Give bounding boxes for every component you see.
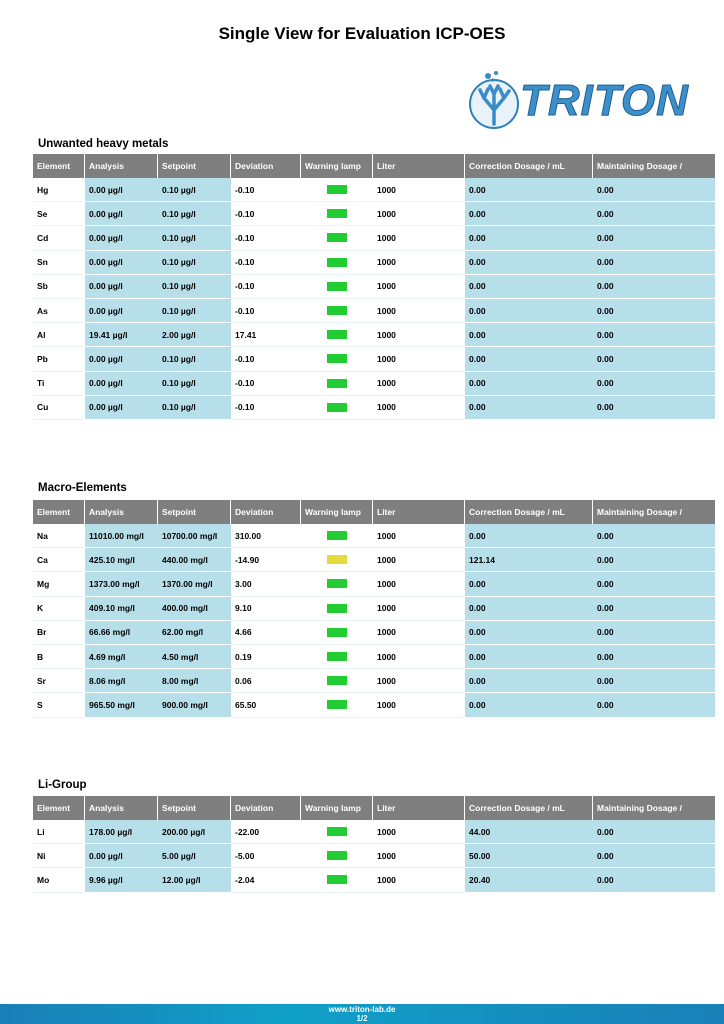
maintaining-cell: 0.00	[593, 347, 715, 371]
logo-wordmark: TRITON	[520, 76, 689, 125]
liter-cell: 1000	[373, 275, 465, 299]
maintaining-cell: 0.00	[593, 202, 715, 226]
deviation-cell: -2.04	[231, 868, 301, 892]
table-row	[33, 202, 715, 226]
setpoint-cell: 0.10 µg/l	[158, 372, 231, 396]
correction-cell: 0.00	[465, 299, 593, 323]
deviation-cell: 9.10	[231, 597, 301, 621]
warning-lamp-cell	[301, 844, 373, 868]
liter-cell: 1000	[373, 868, 465, 892]
column-header: Analysis	[85, 500, 158, 524]
correction-cell: 0.00	[465, 372, 593, 396]
analysis-cell: 4.69 mg/l	[85, 645, 158, 669]
correction-cell: 50.00	[465, 844, 593, 868]
warning-lamp-cell	[301, 347, 373, 371]
page-title: Single View for Evaluation ICP-OES	[218, 24, 506, 43]
correction-cell: 44.00	[465, 820, 593, 844]
warning-lamp-icon	[327, 604, 347, 613]
column-header: Correction Dosage / mL	[465, 500, 593, 524]
maintaining-cell: 0.00	[593, 226, 715, 250]
element-cell: K	[33, 597, 85, 621]
setpoint-cell: 0.10 µg/l	[158, 396, 231, 420]
column-header: Deviation	[231, 500, 301, 524]
setpoint-cell: 4.50 mg/l	[158, 645, 231, 669]
table-row	[33, 844, 715, 868]
analysis-cell: 9.96 µg/l	[85, 868, 158, 892]
warning-lamp-cell	[301, 323, 373, 347]
warning-lamp-icon	[327, 851, 347, 860]
analysis-cell: 19.41 µg/l	[85, 323, 158, 347]
element-cell: As	[33, 299, 85, 323]
element-cell: Li	[33, 820, 85, 844]
section-title: Unwanted heavy metals	[38, 138, 169, 150]
correction-cell: 0.00	[465, 572, 593, 596]
analysis-cell: 409.10 mg/l	[85, 597, 158, 621]
column-header: Maintaining Dosage /	[597, 507, 683, 517]
correction-cell: 0.00	[465, 621, 593, 645]
analysis-cell: 0.00 µg/l	[85, 178, 158, 202]
setpoint-cell: 200.00 µg/l	[158, 820, 231, 844]
deviation-cell: -14.90	[231, 548, 301, 572]
warning-lamp-cell	[301, 820, 373, 844]
footer-band	[0, 1004, 724, 1024]
correction-cell: 0.00	[465, 347, 593, 371]
correction-cell: 0.00	[465, 669, 593, 693]
table-row	[33, 251, 715, 275]
warning-lamp-icon	[327, 531, 347, 540]
liter-cell: 1000	[373, 669, 465, 693]
element-cell: Al	[33, 323, 85, 347]
column-header: Maintaining Dosage /	[597, 803, 683, 813]
table-row	[33, 178, 715, 202]
maintaining-cell: 0.00	[593, 621, 715, 645]
element-cell: Pb	[33, 347, 85, 371]
warning-lamp-cell	[301, 693, 373, 717]
warning-lamp-icon	[327, 579, 347, 588]
deviation-cell: 0.06	[231, 669, 301, 693]
setpoint-cell: 400.00 mg/l	[158, 597, 231, 621]
deviation-cell: -0.10	[231, 202, 301, 226]
liter-cell: 1000	[373, 226, 465, 250]
maintaining-cell: 0.00	[593, 275, 715, 299]
correction-cell: 121.14	[465, 548, 593, 572]
column-header: Analysis	[85, 796, 158, 820]
setpoint-cell: 440.00 mg/l	[158, 548, 231, 572]
maintaining-cell: 0.00	[593, 524, 715, 548]
liter-cell: 1000	[373, 524, 465, 548]
table-row	[33, 645, 715, 669]
maintaining-cell: 0.00	[593, 572, 715, 596]
deviation-cell: 310.00	[231, 524, 301, 548]
maintaining-cell: 0.00	[593, 669, 715, 693]
deviation-cell: -0.10	[231, 275, 301, 299]
setpoint-cell: 10700.00 mg/l	[158, 524, 231, 548]
results-table	[33, 500, 715, 718]
section-title: Li-Group	[38, 779, 87, 791]
table-header	[33, 796, 715, 820]
analysis-cell: 0.00 µg/l	[85, 275, 158, 299]
liter-cell: 1000	[373, 178, 465, 202]
warning-lamp-icon	[327, 354, 347, 363]
column-header: Maintaining Dosage /	[597, 161, 683, 171]
analysis-cell: 0.00 µg/l	[85, 226, 158, 250]
warning-lamp-cell	[301, 251, 373, 275]
element-cell: S	[33, 693, 85, 717]
analysis-cell: 0.00 µg/l	[85, 251, 158, 275]
warning-lamp-cell	[301, 597, 373, 621]
element-cell: Br	[33, 621, 85, 645]
warning-lamp-cell	[301, 669, 373, 693]
column-header: Warning lamp	[301, 796, 373, 820]
setpoint-cell: 0.10 µg/l	[158, 251, 231, 275]
warning-lamp-icon	[327, 330, 347, 339]
maintaining-cell: 0.00	[593, 299, 715, 323]
table-header	[33, 154, 715, 178]
table-row	[33, 693, 715, 717]
liter-cell: 1000	[373, 572, 465, 596]
column-header: Warning lamp	[301, 154, 373, 178]
liter-cell: 1000	[373, 396, 465, 420]
liter-cell: 1000	[373, 548, 465, 572]
analysis-cell: 0.00 µg/l	[85, 347, 158, 371]
setpoint-cell: 0.10 µg/l	[158, 347, 231, 371]
deviation-cell: -0.10	[231, 299, 301, 323]
analysis-cell: 11010.00 mg/l	[85, 524, 158, 548]
warning-lamp-icon	[327, 676, 347, 685]
setpoint-cell: 0.10 µg/l	[158, 202, 231, 226]
table-row	[33, 347, 715, 371]
maintaining-cell: 0.00	[593, 693, 715, 717]
table-row	[33, 669, 715, 693]
warning-lamp-cell	[301, 275, 373, 299]
liter-cell: 1000	[373, 597, 465, 621]
setpoint-cell: 62.00 mg/l	[158, 621, 231, 645]
correction-cell: 0.00	[465, 597, 593, 621]
element-cell: Sn	[33, 251, 85, 275]
setpoint-cell: 0.10 µg/l	[158, 275, 231, 299]
liter-cell: 1000	[373, 299, 465, 323]
table-row	[33, 820, 715, 844]
deviation-cell: 3.00	[231, 572, 301, 596]
table-header	[33, 500, 715, 524]
column-header: Liter	[373, 796, 465, 820]
column-header: Correction Dosage / mL	[465, 796, 593, 820]
warning-lamp-icon	[327, 875, 347, 884]
setpoint-cell: 0.10 µg/l	[158, 178, 231, 202]
column-header: Liter	[373, 500, 465, 524]
page-number: 1/2	[356, 1014, 368, 1023]
column-header: Element	[33, 154, 85, 178]
maintaining-cell: 0.00	[593, 844, 715, 868]
results-table	[33, 796, 715, 893]
maintaining-cell: 0.00	[593, 868, 715, 892]
warning-lamp-icon	[327, 700, 347, 709]
coral-logo-icon	[468, 70, 524, 132]
correction-cell: 0.00	[465, 275, 593, 299]
table-row	[33, 372, 715, 396]
element-cell: Mo	[33, 868, 85, 892]
table-row	[33, 396, 715, 420]
warning-lamp-icon	[327, 282, 347, 291]
results-table	[33, 154, 715, 420]
warning-lamp-cell	[301, 572, 373, 596]
liter-cell: 1000	[373, 820, 465, 844]
deviation-cell: 17.41	[231, 323, 301, 347]
liter-cell: 1000	[373, 202, 465, 226]
column-header: Setpoint	[158, 154, 231, 178]
column-header: Deviation	[231, 796, 301, 820]
warning-lamp-icon	[327, 209, 347, 218]
correction-cell: 0.00	[465, 323, 593, 347]
warning-lamp-cell	[301, 868, 373, 892]
deviation-cell: -0.10	[231, 251, 301, 275]
analysis-cell: 0.00 µg/l	[85, 299, 158, 323]
analysis-cell: 0.00 µg/l	[85, 202, 158, 226]
setpoint-cell: 2.00 µg/l	[158, 323, 231, 347]
analysis-cell: 425.10 mg/l	[85, 548, 158, 572]
analysis-cell: 178.00 µg/l	[85, 820, 158, 844]
setpoint-cell: 8.00 mg/l	[158, 669, 231, 693]
table-row	[33, 868, 715, 892]
element-cell: B	[33, 645, 85, 669]
correction-cell: 0.00	[465, 396, 593, 420]
analysis-cell: 0.00 µg/l	[85, 844, 158, 868]
deviation-cell: -5.00	[231, 844, 301, 868]
table-row	[33, 548, 715, 572]
maintaining-cell: 0.00	[593, 597, 715, 621]
warning-lamp-icon	[327, 379, 347, 388]
setpoint-cell: 0.10 µg/l	[158, 299, 231, 323]
analysis-cell: 0.00 µg/l	[85, 372, 158, 396]
column-header: Element	[33, 796, 85, 820]
element-cell: Na	[33, 524, 85, 548]
correction-cell: 20.40	[465, 868, 593, 892]
analysis-cell: 1373.00 mg/l	[85, 572, 158, 596]
element-cell: Ni	[33, 844, 85, 868]
warning-lamp-icon	[327, 403, 347, 412]
warning-lamp-icon	[327, 233, 347, 242]
column-header: Correction Dosage / mL	[465, 154, 593, 178]
setpoint-cell: 0.10 µg/l	[158, 226, 231, 250]
analysis-cell: 0.00 µg/l	[85, 396, 158, 420]
warning-lamp-icon	[327, 628, 347, 637]
warning-lamp-cell	[301, 202, 373, 226]
triton-logo	[468, 70, 689, 132]
warning-lamp-icon	[327, 306, 347, 315]
table-row	[33, 597, 715, 621]
column-header: Warning lamp	[301, 500, 373, 524]
warning-lamp-cell	[301, 524, 373, 548]
element-cell: Se	[33, 202, 85, 226]
element-cell: Sb	[33, 275, 85, 299]
warning-lamp-cell	[301, 372, 373, 396]
maintaining-cell: 0.00	[593, 178, 715, 202]
liter-cell: 1000	[373, 347, 465, 371]
warning-lamp-cell	[301, 299, 373, 323]
liter-cell: 1000	[373, 372, 465, 396]
deviation-cell: -0.10	[231, 226, 301, 250]
maintaining-cell: 0.00	[593, 251, 715, 275]
deviation-cell: 4.66	[231, 621, 301, 645]
warning-lamp-cell	[301, 226, 373, 250]
analysis-cell: 965.50 mg/l	[85, 693, 158, 717]
footer-url[interactable]: www.triton-lab.de	[328, 1005, 396, 1014]
deviation-cell: -22.00	[231, 820, 301, 844]
table-row	[33, 299, 715, 323]
element-cell: Ca	[33, 548, 85, 572]
correction-cell: 0.00	[465, 226, 593, 250]
column-header: Setpoint	[158, 796, 231, 820]
warning-lamp-cell	[301, 621, 373, 645]
warning-lamp-icon	[327, 555, 347, 564]
maintaining-cell: 0.00	[593, 396, 715, 420]
liter-cell: 1000	[373, 251, 465, 275]
deviation-cell: -0.10	[231, 178, 301, 202]
column-header: Setpoint	[158, 500, 231, 524]
warning-lamp-cell	[301, 178, 373, 202]
column-header: Deviation	[231, 154, 301, 178]
setpoint-cell: 1370.00 mg/l	[158, 572, 231, 596]
table-row	[33, 226, 715, 250]
maintaining-cell: 0.00	[593, 820, 715, 844]
table-row	[33, 572, 715, 596]
section-title: Macro-Elements	[38, 482, 127, 494]
correction-cell: 0.00	[465, 693, 593, 717]
element-cell: Cd	[33, 226, 85, 250]
deviation-cell: -0.10	[231, 372, 301, 396]
correction-cell: 0.00	[465, 524, 593, 548]
correction-cell: 0.00	[465, 178, 593, 202]
liter-cell: 1000	[373, 645, 465, 669]
table-row	[33, 621, 715, 645]
warning-lamp-icon	[327, 258, 347, 267]
correction-cell: 0.00	[465, 251, 593, 275]
deviation-cell: 65.50	[231, 693, 301, 717]
warning-lamp-icon	[327, 652, 347, 661]
maintaining-cell: 0.00	[593, 323, 715, 347]
liter-cell: 1000	[373, 621, 465, 645]
deviation-cell: -0.10	[231, 347, 301, 371]
liter-cell: 1000	[373, 844, 465, 868]
warning-lamp-cell	[301, 645, 373, 669]
maintaining-cell: 0.00	[593, 645, 715, 669]
element-cell: Cu	[33, 396, 85, 420]
correction-cell: 0.00	[465, 202, 593, 226]
table-row	[33, 524, 715, 548]
analysis-cell: 66.66 mg/l	[85, 621, 158, 645]
warning-lamp-icon	[327, 185, 347, 194]
liter-cell: 1000	[373, 693, 465, 717]
setpoint-cell: 900.00 mg/l	[158, 693, 231, 717]
element-cell: Hg	[33, 178, 85, 202]
deviation-cell: -0.10	[231, 396, 301, 420]
warning-lamp-icon	[327, 827, 347, 836]
column-header: Liter	[373, 154, 465, 178]
liter-cell: 1000	[373, 323, 465, 347]
maintaining-cell: 0.00	[593, 372, 715, 396]
column-header: Element	[33, 500, 85, 524]
column-header: Analysis	[85, 154, 158, 178]
correction-cell: 0.00	[465, 645, 593, 669]
analysis-cell: 8.06 mg/l	[85, 669, 158, 693]
element-cell: Ti	[33, 372, 85, 396]
element-cell: Sr	[33, 669, 85, 693]
setpoint-cell: 12.00 µg/l	[158, 868, 231, 892]
warning-lamp-cell	[301, 396, 373, 420]
table-row	[33, 275, 715, 299]
deviation-cell: 0.19	[231, 645, 301, 669]
warning-lamp-cell	[301, 548, 373, 572]
setpoint-cell: 5.00 µg/l	[158, 844, 231, 868]
table-row	[33, 323, 715, 347]
maintaining-cell: 0.00	[593, 548, 715, 572]
element-cell: Mg	[33, 572, 85, 596]
